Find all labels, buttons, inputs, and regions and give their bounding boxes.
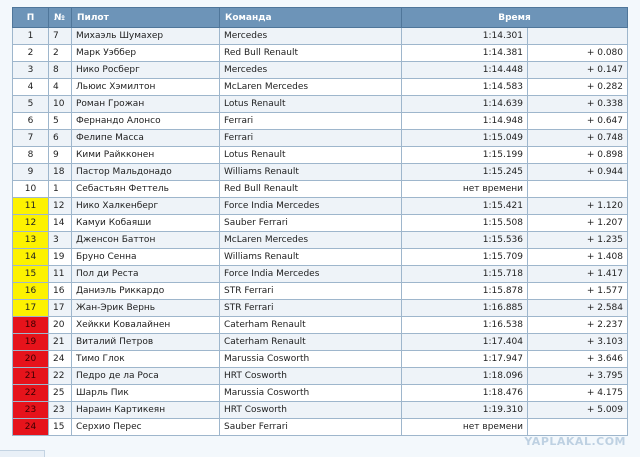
- cell-driver: Серхио Перес: [72, 419, 220, 436]
- watermark-logo: YAPLAKAL.COM: [524, 435, 626, 448]
- cell-gap: + 1.207: [528, 215, 628, 232]
- cell-number: 4: [49, 79, 72, 96]
- cell-driver: Шарль Пик: [72, 385, 220, 402]
- cell-number: 25: [49, 385, 72, 402]
- cell-team: Mercedes: [220, 62, 402, 79]
- cell-team: Sauber Ferrari: [220, 419, 402, 436]
- table-row: [13, 147, 628, 164]
- cell-time: 1:15.508: [402, 215, 528, 232]
- page-corner: [0, 450, 45, 457]
- table-row: [13, 317, 628, 334]
- cell-driver: Пол ди Реста: [72, 266, 220, 283]
- cell-driver: Камуи Кобаяши: [72, 215, 220, 232]
- cell-position: 20: [13, 351, 49, 368]
- cell-number: 16: [49, 283, 72, 300]
- cell-gap: + 1.120: [528, 198, 628, 215]
- cell-position: 10: [13, 181, 49, 198]
- cell-driver: Марк Уэббер: [72, 45, 220, 62]
- cell-gap: + 0.147: [528, 62, 628, 79]
- table-row: [13, 249, 628, 266]
- cell-number: 9: [49, 147, 72, 164]
- cell-time: 1:19.310: [402, 402, 528, 419]
- cell-gap: + 1.417: [528, 266, 628, 283]
- cell-team: Marussia Cosworth: [220, 385, 402, 402]
- table-row: [13, 198, 628, 215]
- cell-position: 4: [13, 79, 49, 96]
- cell-gap: [528, 181, 628, 198]
- table-row: [13, 334, 628, 351]
- cell-time: 1:17.404: [402, 334, 528, 351]
- table-row: [13, 113, 628, 130]
- column-header-number[interactable]: №: [49, 8, 72, 28]
- cell-time: 1:15.421: [402, 198, 528, 215]
- cell-time: 1:14.301: [402, 28, 528, 45]
- table-row: [13, 232, 628, 249]
- cell-number: 3: [49, 232, 72, 249]
- cell-position: 9: [13, 164, 49, 181]
- cell-number: 1: [49, 181, 72, 198]
- cell-gap: [528, 28, 628, 45]
- cell-number: 15: [49, 419, 72, 436]
- cell-time: 1:15.245: [402, 164, 528, 181]
- cell-team: Ferrari: [220, 113, 402, 130]
- cell-number: 20: [49, 317, 72, 334]
- cell-team: Sauber Ferrari: [220, 215, 402, 232]
- cell-driver: Тимо Глок: [72, 351, 220, 368]
- cell-team: Force India Mercedes: [220, 198, 402, 215]
- cell-team: HRT Cosworth: [220, 402, 402, 419]
- cell-gap: + 0.080: [528, 45, 628, 62]
- cell-time: 1:18.096: [402, 368, 528, 385]
- cell-number: 21: [49, 334, 72, 351]
- cell-driver: Бруно Сенна: [72, 249, 220, 266]
- cell-position: 12: [13, 215, 49, 232]
- cell-time: 1:15.709: [402, 249, 528, 266]
- cell-team: Caterham Renault: [220, 334, 402, 351]
- cell-time: 1:17.947: [402, 351, 528, 368]
- table-row: [13, 79, 628, 96]
- cell-gap: + 0.282: [528, 79, 628, 96]
- cell-gap: + 3.646: [528, 351, 628, 368]
- cell-position: 11: [13, 198, 49, 215]
- cell-gap: + 0.748: [528, 130, 628, 147]
- cell-driver: Даниэль Риккардо: [72, 283, 220, 300]
- table-row: [13, 283, 628, 300]
- cell-time: 1:14.448: [402, 62, 528, 79]
- cell-driver: Льюис Хэмилтон: [72, 79, 220, 96]
- cell-position: 3: [13, 62, 49, 79]
- cell-driver: Нико Росберг: [72, 62, 220, 79]
- header-row: [13, 8, 628, 28]
- cell-time: 1:14.381: [402, 45, 528, 62]
- cell-gap: + 3.795: [528, 368, 628, 385]
- cell-time: нет времени: [402, 181, 528, 198]
- cell-position: 16: [13, 283, 49, 300]
- cell-time: 1:15.878: [402, 283, 528, 300]
- qualifying-results-table: [12, 7, 628, 436]
- cell-position: 21: [13, 368, 49, 385]
- cell-position: 15: [13, 266, 49, 283]
- cell-team: Williams Renault: [220, 249, 402, 266]
- table-row: [13, 62, 628, 79]
- cell-gap: + 5.009: [528, 402, 628, 419]
- cell-team: Red Bull Renault: [220, 181, 402, 198]
- table-row: [13, 300, 628, 317]
- cell-number: 19: [49, 249, 72, 266]
- cell-team: McLaren Mercedes: [220, 232, 402, 249]
- table-row: [13, 419, 628, 436]
- table-row: [13, 96, 628, 113]
- cell-team: McLaren Mercedes: [220, 79, 402, 96]
- cell-team: Ferrari: [220, 130, 402, 147]
- cell-driver: Виталий Петров: [72, 334, 220, 351]
- cell-number: 22: [49, 368, 72, 385]
- cell-number: 23: [49, 402, 72, 419]
- cell-driver: Фернандо Алонсо: [72, 113, 220, 130]
- cell-number: 5: [49, 113, 72, 130]
- cell-time: 1:15.536: [402, 232, 528, 249]
- cell-number: 14: [49, 215, 72, 232]
- cell-gap: + 1.577: [528, 283, 628, 300]
- cell-position: 1: [13, 28, 49, 45]
- table-row: [13, 402, 628, 419]
- cell-driver: Кими Райкконен: [72, 147, 220, 164]
- column-header-time[interactable]: Время: [402, 8, 628, 28]
- table-row: [13, 181, 628, 198]
- cell-team: Marussia Cosworth: [220, 351, 402, 368]
- column-header-position[interactable]: П: [13, 8, 49, 28]
- cell-gap: + 0.338: [528, 96, 628, 113]
- cell-time: 1:15.049: [402, 130, 528, 147]
- table-row: [13, 130, 628, 147]
- cell-driver: Себастьян Феттель: [72, 181, 220, 198]
- cell-gap: + 0.898: [528, 147, 628, 164]
- cell-position: 19: [13, 334, 49, 351]
- cell-time: 1:14.639: [402, 96, 528, 113]
- cell-position: 2: [13, 45, 49, 62]
- cell-team: HRT Cosworth: [220, 368, 402, 385]
- cell-driver: Роман Грожан: [72, 96, 220, 113]
- cell-driver: Пастор Мальдонадо: [72, 164, 220, 181]
- table-header: [13, 8, 628, 28]
- column-header-team[interactable]: Команда: [220, 8, 402, 28]
- results-container: [12, 7, 627, 436]
- cell-driver: Фелипе Масса: [72, 130, 220, 147]
- table-row: [13, 385, 628, 402]
- cell-gap: + 2.584: [528, 300, 628, 317]
- cell-team: Force India Mercedes: [220, 266, 402, 283]
- cell-gap: [528, 419, 628, 436]
- cell-position: 7: [13, 130, 49, 147]
- cell-position: 8: [13, 147, 49, 164]
- cell-gap: + 1.408: [528, 249, 628, 266]
- cell-time: 1:14.583: [402, 79, 528, 96]
- cell-team: Mercedes: [220, 28, 402, 45]
- cell-time: 1:14.948: [402, 113, 528, 130]
- cell-number: 11: [49, 266, 72, 283]
- cell-gap: + 0.944: [528, 164, 628, 181]
- cell-position: 13: [13, 232, 49, 249]
- cell-driver: Нико Халкенберг: [72, 198, 220, 215]
- cell-driver: Педро де ла Роса: [72, 368, 220, 385]
- cell-team: Lotus Renault: [220, 147, 402, 164]
- cell-driver: Михаэль Шумахер: [72, 28, 220, 45]
- cell-team: Red Bull Renault: [220, 45, 402, 62]
- cell-time: 1:16.538: [402, 317, 528, 334]
- cell-position: 24: [13, 419, 49, 436]
- table-row: [13, 45, 628, 62]
- cell-position: 18: [13, 317, 49, 334]
- cell-team: STR Ferrari: [220, 283, 402, 300]
- cell-position: 23: [13, 402, 49, 419]
- cell-number: 6: [49, 130, 72, 147]
- cell-driver: Жан-Эрик Вернь: [72, 300, 220, 317]
- cell-gap: + 4.175: [528, 385, 628, 402]
- cell-driver: Дженсон Баттон: [72, 232, 220, 249]
- cell-time: 1:15.199: [402, 147, 528, 164]
- table-row: [13, 164, 628, 181]
- cell-number: 2: [49, 45, 72, 62]
- cell-number: 18: [49, 164, 72, 181]
- cell-team: Williams Renault: [220, 164, 402, 181]
- cell-position: 17: [13, 300, 49, 317]
- cell-driver: Нараин Картикеян: [72, 402, 220, 419]
- cell-number: 10: [49, 96, 72, 113]
- cell-gap: + 1.235: [528, 232, 628, 249]
- cell-time: нет времени: [402, 419, 528, 436]
- cell-driver: Хейкки Ковалайнен: [72, 317, 220, 334]
- cell-team: Caterham Renault: [220, 317, 402, 334]
- cell-number: 7: [49, 28, 72, 45]
- table-body: [13, 28, 628, 436]
- table-row: [13, 215, 628, 232]
- table-row: [13, 28, 628, 45]
- table-row: [13, 368, 628, 385]
- cell-number: 12: [49, 198, 72, 215]
- cell-time: 1:18.476: [402, 385, 528, 402]
- cell-team: STR Ferrari: [220, 300, 402, 317]
- cell-position: 22: [13, 385, 49, 402]
- cell-team: Lotus Renault: [220, 96, 402, 113]
- cell-number: 17: [49, 300, 72, 317]
- cell-gap: + 0.647: [528, 113, 628, 130]
- table-row: [13, 351, 628, 368]
- cell-number: 24: [49, 351, 72, 368]
- column-header-driver[interactable]: Пилот: [72, 8, 220, 28]
- cell-time: 1:16.885: [402, 300, 528, 317]
- cell-position: 14: [13, 249, 49, 266]
- cell-gap: + 2.237: [528, 317, 628, 334]
- cell-gap: + 3.103: [528, 334, 628, 351]
- cell-position: 6: [13, 113, 49, 130]
- cell-time: 1:15.718: [402, 266, 528, 283]
- cell-number: 8: [49, 62, 72, 79]
- cell-position: 5: [13, 96, 49, 113]
- table-row: [13, 266, 628, 283]
